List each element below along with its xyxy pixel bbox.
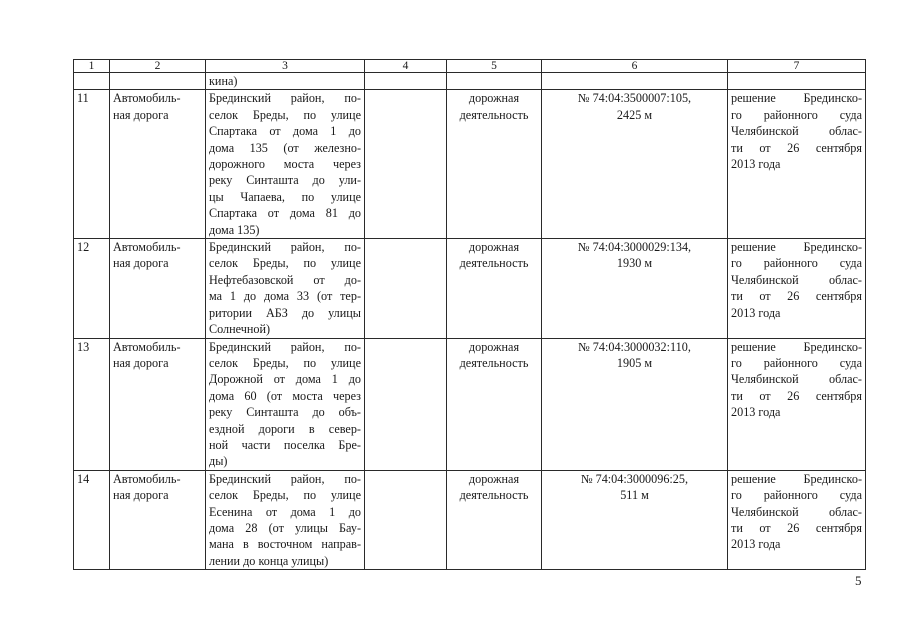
empty-cell xyxy=(365,239,447,338)
text-line: селок Бреды, по улице xyxy=(209,256,361,271)
text-line: ма 1 до дома 33 (от тер- xyxy=(209,289,361,304)
activity-cell xyxy=(447,338,542,470)
text-line: деятельность xyxy=(459,256,529,271)
text-line: ная дорога xyxy=(113,256,169,271)
text-line: ти от 26 сентября xyxy=(731,289,862,304)
cadastral-number-cell xyxy=(542,470,728,569)
text-line: Есенина от дома 1 до xyxy=(209,504,361,519)
object-type-cell xyxy=(110,470,206,569)
court-decision-cell xyxy=(728,239,866,338)
text-line: решение Брединско- xyxy=(731,339,862,354)
text-line: реку Синташта до объ- xyxy=(209,405,361,420)
text-line: дорожная xyxy=(468,339,520,354)
text-line: 2013 года xyxy=(731,537,781,552)
text-line: ритории АБЗ до улицы xyxy=(209,305,361,320)
table-cell xyxy=(728,73,866,90)
text-line: решение Брединско- xyxy=(731,91,862,106)
text-line: № 74:04:3500007:105, xyxy=(577,91,692,106)
text-line: 2013 года xyxy=(731,405,781,420)
text-line: Автомобиль- xyxy=(113,471,181,486)
text-line: Челябинской облас- xyxy=(731,504,862,519)
text-line: 2013 года xyxy=(731,305,781,320)
text-line: Челябинской облас- xyxy=(731,272,862,287)
text-line: дома 135 (от железно- xyxy=(209,140,361,155)
text-line: 1905 м xyxy=(616,355,653,370)
text-line: № 74:04:3000096:25, xyxy=(580,471,689,486)
object-type-cell xyxy=(110,239,206,338)
text-line: 1930 м xyxy=(616,256,653,271)
text-line: дорожного моста через xyxy=(209,157,361,172)
text-line: ная дорога xyxy=(113,488,169,503)
empty-cell xyxy=(365,338,447,470)
location-description-cell xyxy=(206,90,365,239)
row-number: 11 xyxy=(74,90,110,239)
table-row xyxy=(74,239,866,338)
text-line: Автомобиль- xyxy=(113,240,181,255)
text-line: Брединский район, по- xyxy=(209,91,361,106)
header-cell: 3 xyxy=(206,60,365,73)
text-line: дорожная xyxy=(468,91,520,106)
text-line: Брединский район, по- xyxy=(209,240,361,255)
text-line: ти от 26 сентября xyxy=(731,140,862,155)
table-cell xyxy=(74,73,110,90)
text-line: Брединский район, по- xyxy=(209,471,361,486)
header-cell: 5 xyxy=(447,60,542,73)
text-line: дома 28 (от улицы Бау- xyxy=(209,520,361,535)
text-line: мана в восточном направ- xyxy=(209,537,361,552)
location-description-cell xyxy=(206,239,365,338)
row-number: 13 xyxy=(74,338,110,470)
text-line: Солнечной) xyxy=(209,322,271,337)
text-line: дорожная xyxy=(468,240,520,255)
header-cell: 4 xyxy=(365,60,447,73)
text-line: ная дорога xyxy=(113,107,169,122)
table-row xyxy=(74,338,866,470)
header-cell: 6 xyxy=(542,60,728,73)
row-number: 14 xyxy=(74,470,110,569)
header-cell: 2 xyxy=(110,60,206,73)
text-line: 511 м xyxy=(620,488,649,503)
location-description-cell xyxy=(206,470,365,569)
continuation-row xyxy=(74,73,866,90)
text-line: ной части поселка Бре- xyxy=(209,437,361,452)
text-line: решение Брединско- xyxy=(731,471,862,486)
header-row xyxy=(74,60,866,73)
text-line: Спартака от дома 81 до xyxy=(209,206,361,221)
text-line: ная дорога xyxy=(113,355,169,370)
text-line: Дорожной от дома 1 до xyxy=(209,372,361,387)
text-line: го районного суда xyxy=(731,355,862,370)
object-type-cell xyxy=(110,90,206,239)
text-line: 2425 м xyxy=(616,107,653,122)
activity-cell xyxy=(447,239,542,338)
activity-cell xyxy=(447,90,542,239)
court-decision-cell xyxy=(728,338,866,470)
text-line: реку Синташта до ули- xyxy=(209,173,361,188)
text-line: го районного суда xyxy=(731,107,862,122)
activity-cell xyxy=(447,470,542,569)
text-line: го районного суда xyxy=(731,488,862,503)
page-number: 5 xyxy=(855,573,862,588)
text-line: ти от 26 сентября xyxy=(731,388,862,403)
text-line: ды) xyxy=(209,454,228,469)
empty-cell xyxy=(365,90,447,239)
table-cell xyxy=(542,73,728,90)
text-line: цы Чапаева, по улице xyxy=(209,189,361,204)
text-line: № 74:04:3000029:134, xyxy=(577,240,692,255)
text-line: Спартака от дома 1 до xyxy=(209,124,361,139)
location-description-cell xyxy=(206,338,365,470)
text-line: селок Бреды, по улице xyxy=(209,488,361,503)
court-decision-cell xyxy=(728,470,866,569)
table-row xyxy=(74,90,866,239)
text-line: Автомобиль- xyxy=(113,339,181,354)
table-cell xyxy=(447,73,542,90)
cadastral-number-cell xyxy=(542,338,728,470)
table-row xyxy=(74,470,866,569)
text-line: деятельность xyxy=(459,107,529,122)
text-line: лении до конца улицы) xyxy=(209,553,329,568)
text-line: ти от 26 сентября xyxy=(731,520,862,535)
cadastral-number-cell xyxy=(542,239,728,338)
table-cell xyxy=(110,73,206,90)
text-line: Нефтебазовской от до- xyxy=(209,272,361,287)
text-line: Челябинской облас- xyxy=(731,124,862,139)
text-line: № 74:04:3000032:110, xyxy=(578,339,691,354)
text-line: ездной дороги в север- xyxy=(209,421,361,436)
text-line: дома 135) xyxy=(209,222,260,237)
text-line: деятельность xyxy=(459,488,529,503)
object-type-cell xyxy=(110,338,206,470)
text-line: 2013 года xyxy=(731,157,781,172)
continuation-text: кина) xyxy=(206,73,365,90)
registry-table xyxy=(73,59,866,570)
empty-cell xyxy=(365,470,447,569)
text-line: Челябинской облас- xyxy=(731,372,862,387)
text-line: Автомобиль- xyxy=(113,91,181,106)
text-line: дорожная xyxy=(468,471,520,486)
table-cell xyxy=(365,73,447,90)
cadastral-number-cell xyxy=(542,90,728,239)
court-decision-cell xyxy=(728,90,866,239)
text-line: го районного суда xyxy=(731,256,862,271)
text-line: решение Брединско- xyxy=(731,240,862,255)
text-line: Брединский район, по- xyxy=(209,339,361,354)
text-line: селок Бреды, по улице xyxy=(209,355,361,370)
header-cell: 7 xyxy=(728,60,866,73)
row-number: 12 xyxy=(74,239,110,338)
header-cell: 1 xyxy=(74,60,110,73)
text-line: селок Бреды, по улице xyxy=(209,107,361,122)
text-line: деятельность xyxy=(459,355,529,370)
text-line: дома 60 (от моста через xyxy=(209,388,361,403)
